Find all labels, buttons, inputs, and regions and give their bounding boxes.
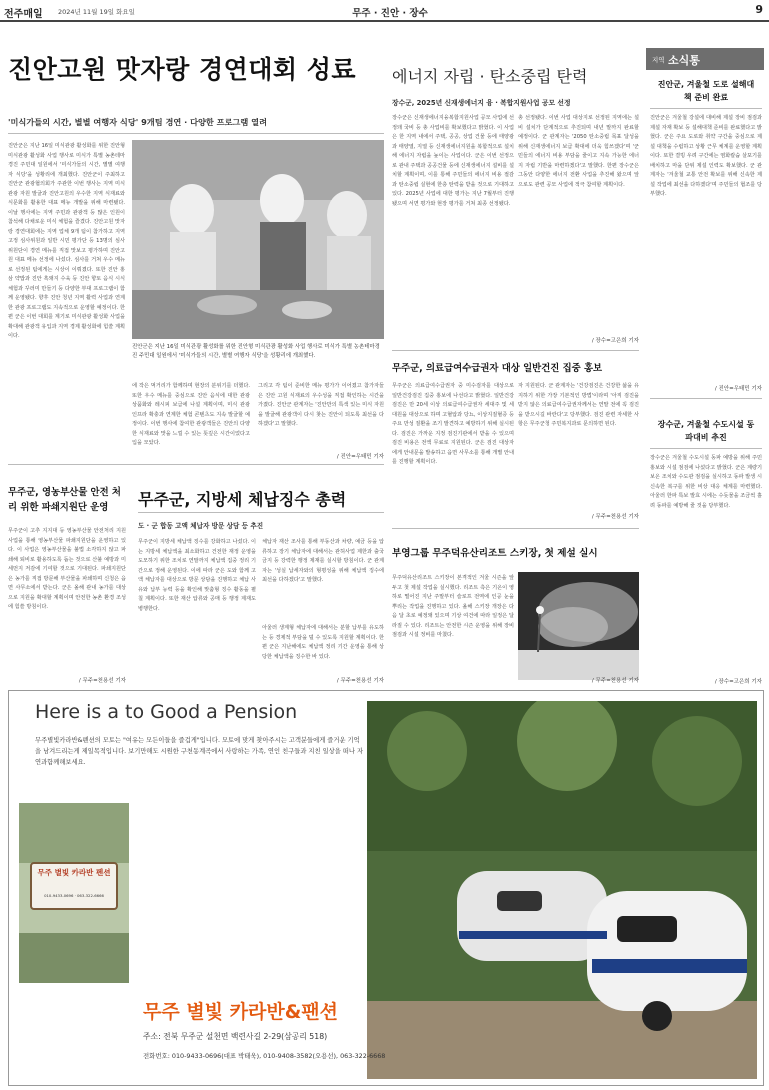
safety-headline: 무주군, 영농부산물 안전 처리 위한 파쇄지원단 운영 xyxy=(8,487,121,513)
medical-bottom-rule xyxy=(392,528,639,529)
masthead xyxy=(0,0,769,22)
tax-subhead: 도 · 군 합동 고액 체납자 방문 상담 등 추진 xyxy=(138,522,264,530)
issue-date: 2024년 11월 19일 화요일 xyxy=(58,8,135,16)
tax-headline-rule xyxy=(138,512,384,513)
ski-byline: / 무주=천용선 기자 xyxy=(591,678,639,684)
ad-phone: 전화번호: 010-9433-0696(대표 박태욱), 010-9408-3582(오용선), 063-322-6668 xyxy=(143,1052,386,1060)
sidebar-panel xyxy=(646,48,764,688)
ad-sign-text: 무주 별빛 카라반 펜션 xyxy=(37,868,111,877)
sidebar-header xyxy=(646,48,764,70)
ski-body: 무주덕유산리조트 스키장이 본격적인 겨울 시즌을 앞두고 첫 제설 작업을 실시했다. 리조트 측은 기온이 영하로 떨어진 지난 주말부터 슬로프 전역에 인공 눈을 뿌리는 작업을 진행하고 있다. 올해 스키장 개장은 다음 달 초로 예정돼 있으며 기상 여건에 따라 일정은 달라질 수 있다. 리조트는 안전한 시즌 운영을 위해 장비 점검과 시설 정비를 마쳤다. xyxy=(392,575,514,638)
sidebar-title: 소식통 xyxy=(668,54,700,67)
safety-byline: / 무주=천용선 기자 xyxy=(78,678,126,684)
sidebar-item1-byline: / 진안=우태민 기자 xyxy=(714,386,762,392)
tax-body-col1: 무주군이 지방세 체납액 징수를 강화하고 나섰다. 이는 지방세 체납액을 최소화하고 건전한 재정 운영을 도모하기 위한 조치로 연말까지 체납액 집중 정리 기간으로 정해 운영된다. 이에 따라 군은 도와 함께 고액 체납자를 대상으로 방문 상담을 진행하고 체납 사유와 납부 능력 등을 확인해 맞춤형 징수 활동을 펼칠 계획이다. 또한 재산 압류와 공매 등 행정 제재도 병행한다. xyxy=(138,539,256,612)
sidebar-divider xyxy=(650,398,762,399)
tax-byline: / 무주=천용선 기자 xyxy=(336,678,384,684)
sidebar-item1-body: 진안군은 겨울철 강설에 대비해 제설 장비 점검과 제설 자재 확보 등 설해대책 준비를 완료했다고 밝혔다. 군은 주요 도로와 취약 구간을 중심으로 제설 대책을 수립하고 상황 근무 체계를 운영할 계획이다. 또한 결빙 우려 구간에는 염화칼슘 살포기를 배치하고 마을 단위 제설 인력도 확보했다. 군 관계자는 '겨울철 교통 안전 확보를 위해 신속한 제설 작업에 최선을 다하겠다'며 주민들의 협조를 당부했다. xyxy=(650,115,762,197)
main-body-col2: 에 작은 먹거리가 함께하며 현장의 분위기를 더했다. 또한 우수 메뉴를 중심으로 진안 음식에 대한 관광 상품화와 레시피 보급에 나설 계획이며, 미식 관광 인프라 확충과 연계한 체험 콘텐츠도 지속 발굴할 예정이다. 이번 행사에 참여한 관광객들은 진안의 다양한 식재료와 맛을 느낄 수 있는 뜻깊은 시간이었다고 입을 모았다. xyxy=(132,383,250,446)
main-body-col3: 그리고 각 팀이 준비한 메뉴 평가가 이어졌고 참가자들은 진안 고원 식재료의 우수성을 직접 확인하는 시간을 가졌다. 진안군 관계자는 '진안만의 특색 있는 미식 자원을 발굴해 관광객이 다시 찾는 진안이 되도록 최선을 다하겠다'고 말했다. xyxy=(258,383,384,427)
energy-byline: / 장수=고은희 기자 xyxy=(591,338,639,344)
ski-headline: 부영그룹 무주덕유산리조트 스키장, 첫 제설 실시 xyxy=(392,548,598,559)
ad-business-name: 무주 별빛 카라반&팬션 xyxy=(143,1001,338,1023)
cooking-scene-illustration xyxy=(132,140,384,339)
tax-body-col2: 체납자 재산 조사를 통해 부동산과 차량, 예금 등을 압류하고 장기 체납자에 대해서는 관허사업 제한과 출국금지 등 강력한 행정 제재를 실시할 방침이다. 군 관계자는 '성실 납세자와의 형평성을 위해 체납액 징수에 최선을 다하겠다'고 말했다. xyxy=(262,539,384,583)
main-subhead-rule xyxy=(8,133,384,134)
energy-subhead: 장수군, 2025년 신재생에너지 융 · 복합지원사업 공모 선정 xyxy=(392,99,571,107)
energy-body-col2: 총 선정됐다. 이번 사업 대상지로 선정된 지역에는 설비 설치가 단계적으로 추진되며 내년 말까지 완료할 예정이다. 군 관계자는 '2050 탄소중립 목표 달성을 위해 신재생에너지 보급 확대에 더욱 힘쓰겠다'며 '군민들의 에너지 비용 부담을 줄이고 지속 가능한 에너지 자립 기반을 마련하겠다'고 말했다. 한편 장수군은 그동안 다양한 에너지 전환 사업을 추진해 왔으며 앞으로도 관련 공모 사업에 적극 참여할 계획이다. xyxy=(518,115,639,188)
cooking-event-photo xyxy=(132,140,384,339)
main-bottom-rule xyxy=(8,464,384,465)
main-byline: / 진안=우태민 기자 xyxy=(336,454,384,460)
medical-byline: / 무주=천용선 기자 xyxy=(591,514,639,520)
sidebar-item1-rule xyxy=(650,108,762,109)
sidebar-item2-byline: / 장수=고은희 기자 xyxy=(714,679,762,685)
main-photo-caption: 진안군은 지난 16일 미식관광 활성화를 위한 진안형 미식관광 활성화 사업 행사로 미식가 특별 농촌테마경진 주민대 일원에서 '미식가들의 시간, 별별 여행자 식당'을 성황리에 개최했다. xyxy=(132,344,380,359)
safety-body: 무주군이 고추 지지대 등 영농부산물 안전처리 지원사업을 통해 영농부산물 파쇄지원단을 운영하고 있다. 이 사업은 영농부산물을 불법 소각하지 않고 파쇄해 퇴비로 활용하도록 돕는 것으로 산불 예방과 미세먼지 저감에 기여할 것으로 기대된다. 파쇄지원단은 농가를 직접 방문해 부산물을 파쇄하며 신청은 읍면 사무소에서 받는다. 군은 올해 관내 농가를 대상으로 지원을 확대할 계획이며 안전한 농촌 환경 조성에 힘쓸 방침이다. xyxy=(8,528,126,610)
sidebar-item2-body: 장수군은 겨울철 수도시설 동파 예방을 위해 주민 홍보와 시설 점검에 나섰다고 밝혔다. 군은 계량기 보온 조치와 수도관 점검을 실시하고 동파 발생 시 신속한 복구를 위한 비상 대응 체계를 마련했다. 아울러 한파 특보 발효 시에는 수돗물을 조금씩 흘려 동파를 예방해 줄 것을 당부했다. xyxy=(650,455,762,509)
sidebar-item2-rule xyxy=(650,448,762,449)
energy-bottom-rule xyxy=(392,350,639,351)
page-number: 9 xyxy=(755,3,763,16)
ad-sign-phone: 010-9433-0696 · 063-322-6666 xyxy=(44,893,104,898)
ad-intro: 무주별빛카라반&펜션의 모토는 "여유는 모든이들을 즐겁게"입니다. 모토에 맞게 찾아주시는 고객분들에게 즐거운 기억을 남겨드리는게 제일목적입니다. 보기만해도 시원한 구천동계곡에서 사랑하는 가족, 연인 친구들과 지친 일상을 떠나 자연과함께해보세요. xyxy=(35,737,364,766)
ad-address: 주소: 전북 무주군 설천면 백련사길 2-29(삼공리 518) xyxy=(143,1032,328,1041)
paper-name: 전주매일 xyxy=(4,9,43,20)
medical-headline: 무주군, 의료급여수급권자 대상 일반건진 집중 홍보 xyxy=(392,363,603,374)
ad-caravan-photo xyxy=(367,701,757,1079)
tax-body-col3: 아울러 생계형 체납자에 대해서는 분할 납부를 유도하는 등 경제적 부담을 덜 수 있도록 지원할 계획이다. 한편 군은 지난해에도 체납액 정리 기간 운영을 통해 상당한 체납액을 징수한 바 있다. xyxy=(262,625,384,660)
header-rule xyxy=(0,20,769,22)
pension-advertisement xyxy=(8,690,764,1086)
sidebar-item1-title: 진안군, 겨울철 도로 설해대책 준비 완료 xyxy=(657,80,755,102)
medical-body-col1: 무주군은 의료급여수급권자 중 미수검자를 대상으로 일반건강검진 집중 홍보에 나선다고 밝혔다. 일반건강검진은 만 20세 이상 의료급여수급권자 세대주 및 세대원을 대상으로 하며 고혈압과 당뇨, 이상지질혈증 등 주요 만성 질환을 조기 발견하고 예방하기 위해 실시된다. 검진은 가까운 지정 검진기관에서 받을 수 있으며 검진 비용은 전액 무료로 지원된다. 군은 검진 대상자에게 안내문을 발송하고 읍면 사무소를 통해 개별 안내를 진행할 계획이다. xyxy=(392,383,514,465)
main-body-col1: 진안군은 지난 16일 미식관광 활성화를 위한 진안형 미식관광 활성화 사업 행사로 미식가 특별 농촌테마경진 주민대 일원에서 '미식가들의 시간, 별별 여행자 식당'을 성황리에 개최했다. 진안군이 주최하고 진안군 관광협의회가 주관한 이번 행사는 지역 미식관광 자원 발굴과 진안고원의 우수한 지역 식재료와 식문화를 활용한 대표 메뉴 개발을 위해 마련됐다. 이날 행사에는 지역 주민과 관광객 등 많은 인원이 참석해 다채로운 미식 체험을 즐겼다. 진안고원 맛자랑 경연대회에는 지역 업체 9개 팀이 참가하고 지역 고정 심사위원과 일반 시민 평가단 등 13명의 심사위원단이 경연 메뉴를 직접 맛보고 평가하며 진안고원 대표 메뉴 선정에 나섰다. 심사를 거쳐 우수 메뉴로 선정된 팀에게는 시상이 이뤄졌다. 또한 진안 홍삼 약밥과 진안 흑돼지 수육 등 진안 향토 음식 시식 체험과 꾸러미 만들기 등 다양한 부대 프로그램이 함께 운영됐다. 향후 진안 청년 지역 활력 사업과 연계한 관광 프로그램도 지속적으로 운영할 예정이다. 한편 군은 이번 대회를 계기로 미식관광 활성화 사업을 확대해 관광객 유입과 지역 경제 활성화에 힘쓸 계획이다. xyxy=(8,143,125,339)
main-subhead: '미식가들의 시간, 별별 여행자 식당' 9개팀 경연 · 다양한 프로그램 열려 xyxy=(8,117,267,127)
medical-body-col2: 자 지원된다. 군 관계자는 '건강검진은 건강한 삶을 유지하기 위한 가장 기본적인 방법'이라며 '아직 검진을 받지 않은 의료급여수급권자께서는 연말 전에 꼭 검진을 받으시길 바란다'고 당부했다. 검진 관련 자세한 사항은 무주군청 주민복지과로 문의하면 된다. xyxy=(518,383,639,427)
energy-body-col1: 장수군은 신재생에너지융복합지원사업 공모 사업에 선정돼 국비 등 총 사업비를 확보했다고 밝혔다. 이 사업은 한 지역 내에서 주택, 공공, 상업 건물 등에 태양광과 태양열, 지열 등 신재생에너지원을 복합적으로 설치해 에너지 자립을 높이는 사업이다. 군은 이번 선정으로 관내 주택과 공공건물 등에 신재생에너지 설비를 설치할 계획이며, 이를 통해 주민들의 에너지 비용 절감과 탄소중립 실현에 한층 탄력을 받을 것으로 기대하고 있다. 2025년 사업에 대한 평가는 지난 7월부터 진행됐으며 서면 평가와 현장 평가를 거쳐 최종 선정됐다. xyxy=(392,115,514,207)
tax-headline: 무주군, 지방세 체납징수 총력 xyxy=(138,490,347,509)
caravan-illustration xyxy=(367,701,757,1079)
section-title: 무주 · 진안 · 장수 xyxy=(352,8,428,19)
energy-headline: 에너지 자립 · 탄소중립 탄력 xyxy=(392,67,588,86)
ad-slogan: Here is a to Good a Pension xyxy=(35,701,298,723)
snowmaking-illustration xyxy=(518,572,639,680)
ad-sign-photo xyxy=(19,803,129,983)
sidebar-item2-title: 장수군, 겨울철 수도시설 동파대비 추진 xyxy=(657,420,755,442)
main-headline: 진안고원 맛자랑 경연대회 성료 xyxy=(8,55,357,84)
sidebar-label: 지역 xyxy=(652,56,665,64)
snowmaking-photo xyxy=(518,572,639,680)
